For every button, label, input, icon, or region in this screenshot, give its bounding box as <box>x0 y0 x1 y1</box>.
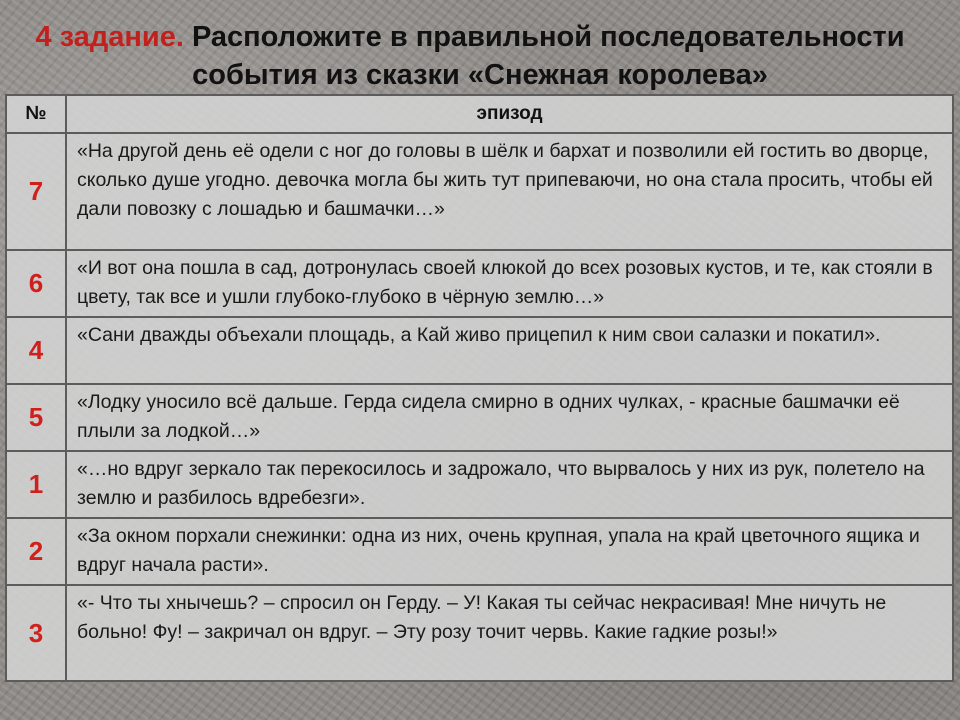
task-instruction: Расположите в правильной последовательности <box>183 21 905 53</box>
row-number: 6 <box>6 250 66 317</box>
task-number: 4 задание. <box>35 21 184 53</box>
episodes-table <box>5 94 954 682</box>
row-episode-text: «- Что ты хнычешь? – спросил он Герду. – У! Какая ты сейчас некрасивая! Мне ничуть не больно! Фу! – закричал он вдруг. – Эту розу точит червь. Какие гадкие розы!» <box>66 585 953 681</box>
table-row <box>6 518 953 585</box>
row-number: 5 <box>6 384 66 451</box>
table-row <box>6 384 953 451</box>
row-number: 3 <box>6 585 66 681</box>
table-row <box>6 133 953 250</box>
row-episode-text: «…но вдруг зеркало так перекосилось и задрожало, что вырвалось у них из рук, полетело на землю и разбилось вдребезги». <box>66 451 953 518</box>
header-number: № <box>6 95 66 133</box>
row-episode-text: «За окном порхали снежинки: одна из них, очень крупная, упала на край цветочного ящика и вдруг начала расти». <box>66 518 953 585</box>
table-row <box>6 317 953 384</box>
row-number: 2 <box>6 518 66 585</box>
row-episode-text: «Лодку уносило всё дальше. Герда сидела смирно в одних чулках, - красные башмачки её плыли за лодкой…» <box>66 384 953 451</box>
table-header-row <box>6 95 953 133</box>
table-row <box>6 250 953 317</box>
title-line-1 <box>0 18 950 56</box>
table-row <box>6 585 953 681</box>
slide-title <box>0 18 960 94</box>
title-line-2: события из сказки «Снежная королева» <box>192 59 768 91</box>
table-row <box>6 451 953 518</box>
row-number: 7 <box>6 133 66 250</box>
row-episode-text: «Сани дважды объехали площадь, а Кай живо прицепил к ним свои салазки и покатил». <box>66 317 953 384</box>
row-episode-text: «На другой день её одели с ног до головы в шёлк и бархат и позволили ей гостить во дворце, сколько душе угодно. девочка могла бы жить тут припеваючи, но она стала просить, чтобы ей дали повозку с лошадью и башмачки…» <box>66 133 953 250</box>
row-episode-text: «И вот она пошла в сад, дотронулась своей клюкой до всех розовых кустов, и те, как стояли в цвету, так все и ушли глубоко-глубоко в чёрную землю…» <box>66 250 953 317</box>
header-episode: эпизод <box>66 95 953 133</box>
row-number: 1 <box>6 451 66 518</box>
row-number: 4 <box>6 317 66 384</box>
